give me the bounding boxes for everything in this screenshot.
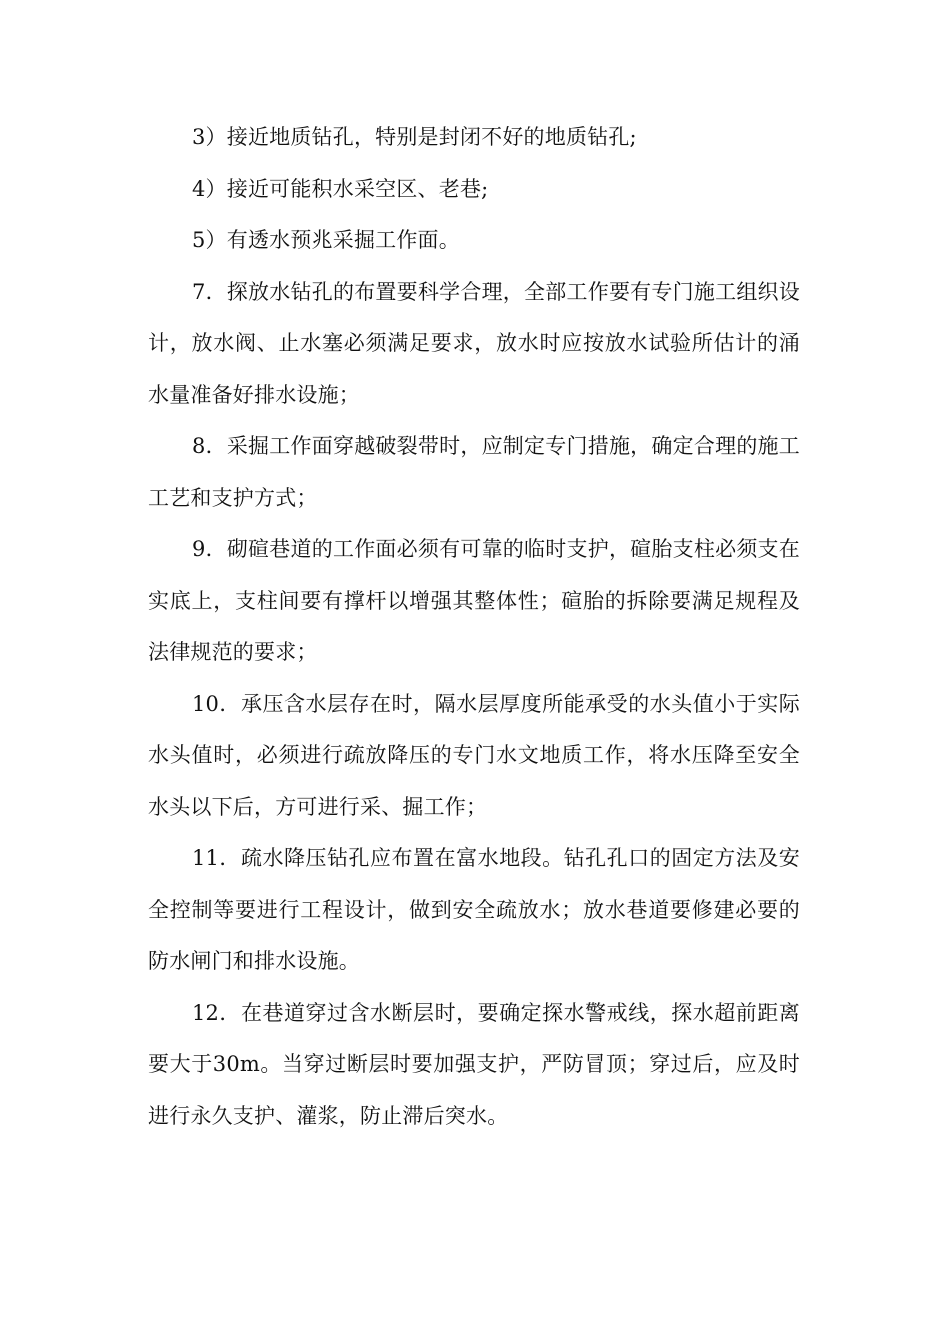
paragraph-11: 11．疏水降压钻孔应布置在富水地段。钻孔孔口的固定方法及安全控制等要进行工程设计，做到安全疏放水；放水巷道要修建必要的防水闸门和排水设施。 bbox=[148, 846, 800, 973]
paragraph-12: 12．在巷道穿过含水断层时，要确定探水警戒线，探水超前距离要大于30m。当穿过断层时要加强支护，严防冒顶；穿过后，应及时进行永久支护、灌浆，防止滞后突水。 bbox=[148, 1000, 800, 1128]
paragraph-item-4: 4）接近可能积水采空区、老巷; bbox=[192, 176, 489, 201]
document-body bbox=[148, 112, 800, 1142]
paragraph-9: 9．砌碹巷道的工作面必须有可靠的临时支护，碹胎支柱必须支在实底上，支柱间要有撑杆以增强其整体性；碹胎的拆除要满足规程及法律规范的要求； bbox=[148, 537, 800, 664]
paragraph-8: 8．采掘工作面穿越破裂带时，应制定专门措施，确定合理的施工工艺和支护方式； bbox=[148, 434, 800, 510]
paragraph-item-3: 3）接近地质钻孔，特别是封闭不好的地质钻孔; bbox=[192, 125, 637, 149]
paragraph-item-5: 5）有透水预兆采掘工作面。 bbox=[192, 228, 460, 252]
paragraph-10: 10．承压含水层存在时，隔水层厚度所能承受的水头值小于实际水头值时，必须进行疏放降压的专门水文地质工作，将水压降至安全水头以下后，方可进行采、掘工作； bbox=[148, 691, 800, 819]
paragraph-7: 7．探放水钻孔的布置要科学合理，全部工作要有专门施工组织设计，放水阀、止水塞必须满足要求，放水时应按放水试验所估计的涌水量准备好排水设施； bbox=[148, 279, 800, 407]
